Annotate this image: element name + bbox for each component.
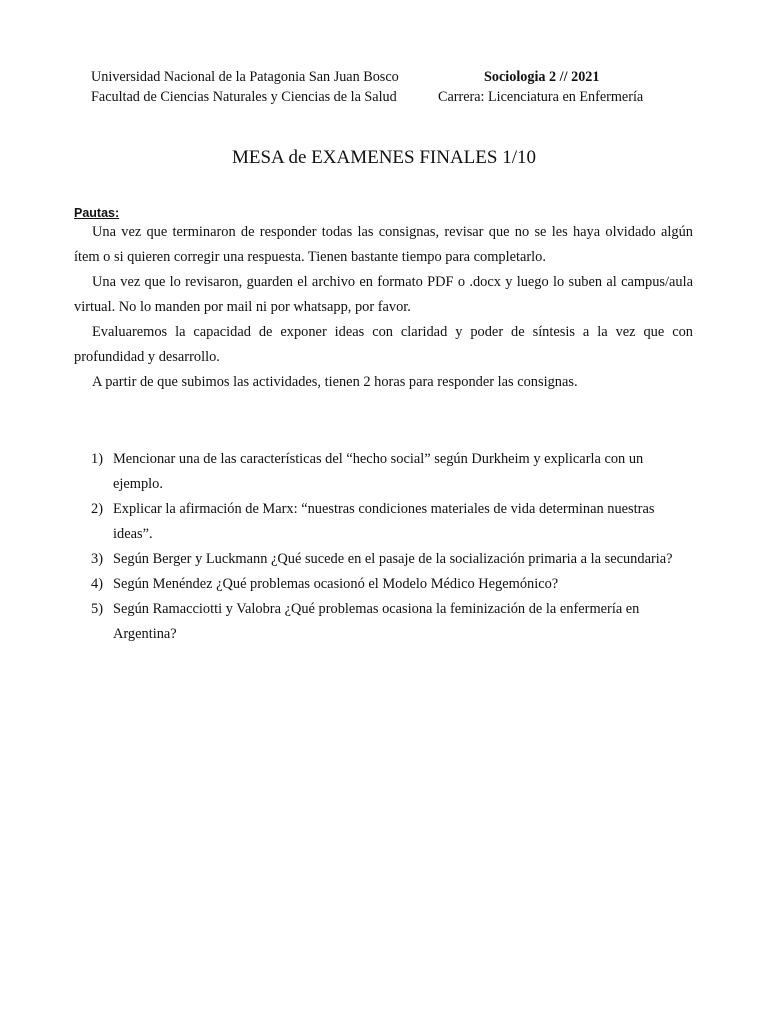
- question-item: [74, 597, 694, 647]
- question-text: Explicar la afirmación de Marx: “nuestras condiciones materiales de vida determinan nuestras ideas”.: [113, 501, 655, 542]
- page-title: MESA de EXAMENES FINALES 1/10: [231, 147, 536, 168]
- question-number: 5): [91, 601, 103, 617]
- question-number: 3): [91, 551, 103, 567]
- university-name: Universidad Nacional de la Patagonia San Juan Bosco: [91, 69, 399, 85]
- career-name: Carrera: Licenciatura en Enfermería: [438, 89, 644, 105]
- question-text: Según Menéndez ¿Qué problemas ocasionó el Modelo Médico Hegemónico?: [113, 576, 559, 592]
- question-item: [74, 547, 694, 572]
- question-text: Mencionar una de las características del “hecho social” según Durkheim y explicarla con un ejemplo.: [113, 451, 644, 492]
- question-number: 4): [91, 576, 103, 592]
- question-number: 1): [91, 451, 103, 467]
- question-text: Según Ramacciotti y Valobra ¿Qué problemas ocasiona la feminización de la enfermería en Argentina?: [113, 601, 640, 642]
- question-item: [74, 572, 694, 597]
- questions-list: [74, 447, 694, 647]
- faculty-name: Facultad de Ciencias Naturales y Ciencias de la Salud: [91, 89, 397, 105]
- pautas-paragraph: Una vez que terminaron de responder todas las consignas, revisar que no se les haya olvidado algún ítem o si quieren corregir una respuesta. Tienen bastante tiempo para completarlo.: [74, 224, 693, 265]
- pautas-heading: Pautas:: [74, 206, 120, 220]
- pautas-paragraph: A partir de que subimos las actividades, tienen 2 horas para responder las consignas.: [92, 374, 578, 390]
- question-item: [74, 497, 694, 547]
- question-number: 2): [91, 501, 103, 517]
- question-item: [74, 447, 694, 497]
- course-name: Sociologia 2 // 2021: [484, 69, 600, 85]
- question-text: Según Berger y Luckmann ¿Qué sucede en el pasaje de la socialización primaria a la secundaria?: [113, 551, 673, 567]
- pautas-paragraph: Evaluaremos la capacidad de exponer ideas con claridad y poder de síntesis a la vez que con profundidad y desarrollo.: [74, 324, 693, 365]
- pautas-paragraph: Una vez que lo revisaron, guarden el archivo en formato PDF o .docx y luego lo suben al campus/aula virtual. No lo manden por mail ni por whatsapp, por favor.: [74, 274, 693, 315]
